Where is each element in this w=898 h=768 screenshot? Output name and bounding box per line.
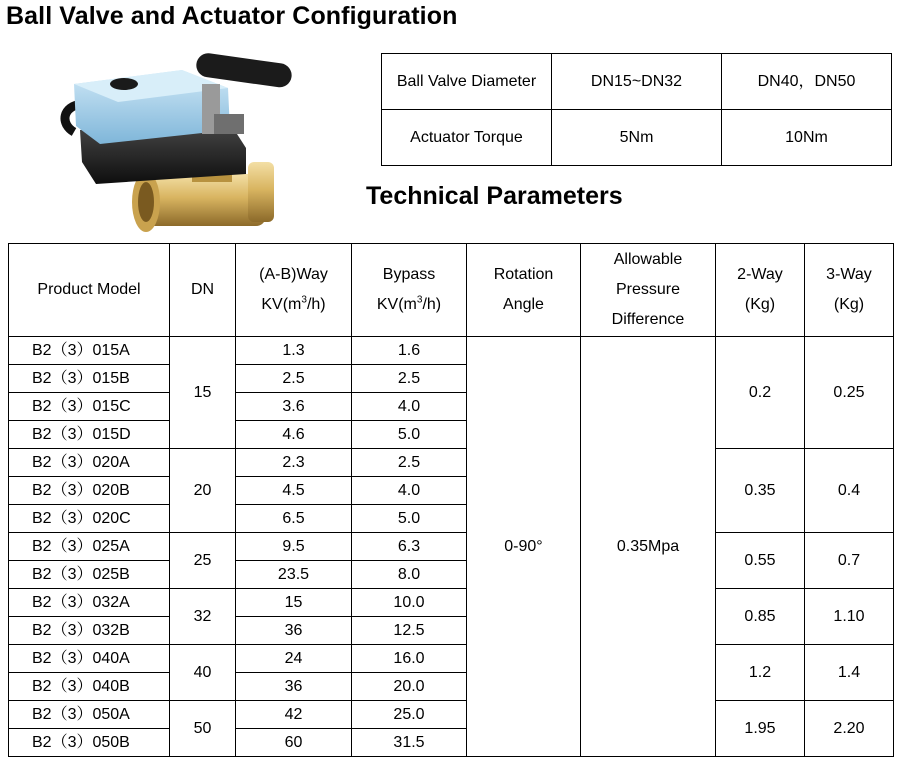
three-way-weight-cell: 0.7 (805, 533, 894, 589)
ab-way-kv-cell: 15 (236, 589, 352, 617)
product-model-cell: B2（3）050A (9, 701, 170, 729)
bypass-kv-cell: 31.5 (352, 729, 467, 757)
diameter-range-2: DN40，DN50 (722, 54, 892, 110)
dn-cell: 25 (170, 533, 236, 589)
bypass-kv-cell: 12.5 (352, 617, 467, 645)
table-row (382, 110, 892, 166)
bypass-kv-cell: 8.0 (352, 561, 467, 589)
valve-actuator-photo (52, 44, 302, 238)
bypass-kv-cell: 4.0 (352, 477, 467, 505)
header-two-way: 2-Way (Kg) (716, 244, 805, 337)
product-model-cell: B2（3）032B (9, 617, 170, 645)
bypass-kv-cell: 25.0 (352, 701, 467, 729)
configuration-table (381, 53, 892, 166)
three-way-weight-cell: 0.25 (805, 337, 894, 449)
table-row (9, 449, 894, 477)
header-dn: DN (170, 244, 236, 337)
header-bypass: Bypass $KV(m^3/h)$ (352, 244, 467, 337)
three-way-weight-cell: 1.10 (805, 589, 894, 645)
technical-parameters-table (8, 243, 894, 757)
ball-valve-diameter-label: Ball Valve Diameter (382, 54, 552, 110)
bypass-kv-cell: 10.0 (352, 589, 467, 617)
two-way-weight-cell: 0.55 (716, 533, 805, 589)
header-three-way: 3-Way (Kg) (805, 244, 894, 337)
dn-cell: 32 (170, 589, 236, 645)
bypass-kv-cell: 1.6 (352, 337, 467, 365)
page-title: Ball Valve and Actuator Configuration (6, 2, 458, 30)
ab-way-kv-cell: 23.5 (236, 561, 352, 589)
ab-way-kv-cell: 24 (236, 645, 352, 673)
bypass-kv-cell: 16.0 (352, 645, 467, 673)
ab-way-kv-cell: 36 (236, 617, 352, 645)
two-way-weight-cell: 0.85 (716, 589, 805, 645)
torque-value-1: 5Nm (552, 110, 722, 166)
product-model-cell: B2（3）015C (9, 393, 170, 421)
header-ab-way: (A-B)Way $KV(m^3/h)$ (236, 244, 352, 337)
ab-way-kv-cell: 1.3 (236, 337, 352, 365)
product-model-cell: B2（3）032A (9, 589, 170, 617)
header-product-model: Product Model (9, 244, 170, 337)
bypass-kv-cell: 2.5 (352, 365, 467, 393)
product-model-cell: B2（3）025A (9, 533, 170, 561)
dn-cell: 20 (170, 449, 236, 533)
bypass-kv-cell: 5.0 (352, 505, 467, 533)
product-model-cell: B2（3）020B (9, 477, 170, 505)
table-row (9, 645, 894, 673)
ab-way-kv-cell: 2.3 (236, 449, 352, 477)
ab-way-kv-cell: 42 (236, 701, 352, 729)
ab-way-kv-cell: 9.5 (236, 533, 352, 561)
bypass-kv-cell: 5.0 (352, 421, 467, 449)
product-model-cell: B2（3）040B (9, 673, 170, 701)
ab-way-kv-cell: 6.5 (236, 505, 352, 533)
section-title: Technical Parameters (366, 182, 623, 210)
two-way-weight-cell: 1.2 (716, 645, 805, 701)
dn-cell: 50 (170, 701, 236, 757)
header-allowable-pressure: Allowable Pressure Difference (581, 244, 716, 337)
product-model-cell: B2（3）015B (9, 365, 170, 393)
three-way-weight-cell: 0.4 (805, 449, 894, 533)
ab-way-kv-cell: 2.5 (236, 365, 352, 393)
torque-value-2: 10Nm (722, 110, 892, 166)
ab-way-kv-cell: 60 (236, 729, 352, 757)
dn-cell: 40 (170, 645, 236, 701)
three-way-weight-cell: 2.20 (805, 701, 894, 757)
table-row (9, 589, 894, 617)
bypass-kv-cell: 2.5 (352, 449, 467, 477)
bypass-kv-cell: 6.3 (352, 533, 467, 561)
two-way-weight-cell: 0.35 (716, 449, 805, 533)
bypass-kv-cell: 20.0 (352, 673, 467, 701)
product-model-cell: B2（3）020A (9, 449, 170, 477)
three-way-weight-cell: 1.4 (805, 645, 894, 701)
header-row (9, 244, 894, 337)
table-row (382, 54, 892, 110)
ab-way-kv-cell: 3.6 (236, 393, 352, 421)
product-model-cell: B2（3）025B (9, 561, 170, 589)
pressure-difference-cell: 0.35Mpa (581, 337, 716, 757)
product-model-cell: B2（3）040A (9, 645, 170, 673)
table-row (9, 533, 894, 561)
table-row (9, 337, 894, 365)
ab-way-kv-cell: 4.5 (236, 477, 352, 505)
product-model-cell: B2（3）050B (9, 729, 170, 757)
two-way-weight-cell: 1.95 (716, 701, 805, 757)
ab-way-kv-cell: 36 (236, 673, 352, 701)
rotation-angle-cell: 0-90° (467, 337, 581, 757)
actuator-torque-label: Actuator Torque (382, 110, 552, 166)
product-model-cell: B2（3）015A (9, 337, 170, 365)
two-way-weight-cell: 0.2 (716, 337, 805, 449)
header-rotation-angle: Rotation Angle (467, 244, 581, 337)
bypass-kv-cell: 4.0 (352, 393, 467, 421)
product-model-cell: B2（3）020C (9, 505, 170, 533)
diameter-range-1: DN15~DN32 (552, 54, 722, 110)
table-row (9, 701, 894, 729)
ab-way-kv-cell: 4.6 (236, 421, 352, 449)
dn-cell: 15 (170, 337, 236, 449)
product-model-cell: B2（3）015D (9, 421, 170, 449)
